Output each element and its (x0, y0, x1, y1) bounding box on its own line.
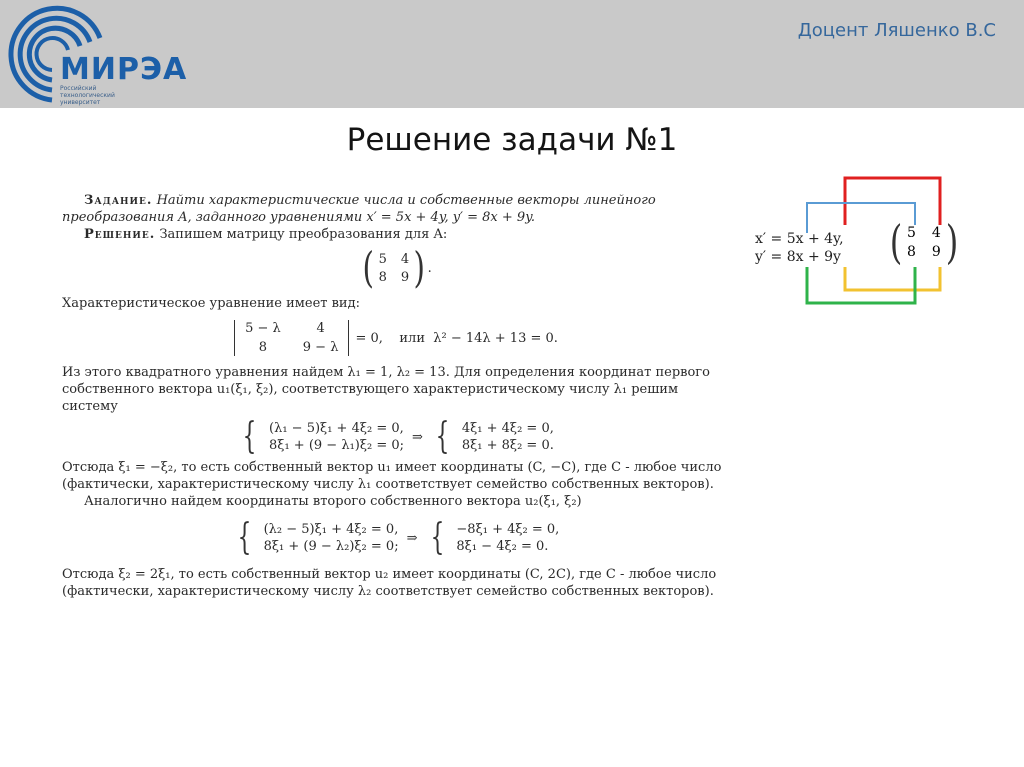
problem-text (62, 192, 730, 600)
yellow-link (845, 267, 940, 290)
result-2: Отсюда ξ₂ = 2ξ₁, то есть собственный вектор u₂ имеет координаты (C, 2C), где C - любое число (фактически, характеристическому числу λ₂ соответствует семейство собственных векторов). (62, 567, 717, 599)
system-1: { (λ₁ − 5)ξ₁ + 4ξ₂ = 0, 8ξ₁ + (9 − λ₁)ξ₂ = 0; ⇒ { 4ξ₁ + 4ξ₂ = 0, 8ξ₁ + 8ξ₂ = 0. (242, 416, 554, 457)
roots-paragraph: Из этого квадратного уравнения найдем λ₁ = 1, λ₂ = 13. Для определения координат первого собственного вектора u₁(ξ₁, ξ₂), соответствующего характеристическому числу λ₁ решим систему (62, 365, 710, 414)
slide-title: Решение задачи №1 (346, 122, 678, 158)
second-vector-intro: Аналогично найдем координаты второго собственного вектора u₂(ξ₁, ξ₂) (84, 494, 582, 509)
author-name: Доцент Ляшенко В.С (797, 20, 996, 41)
system-2: { (λ₂ − 5)ξ₁ + 4ξ₂ = 0, 8ξ₁ + (9 − λ₂)ξ₂ = 0; ⇒ { −8ξ₁ + 4ξ₂ = 0, 8ξ₁ − 4ξ₂ = 0. (237, 517, 560, 558)
characteristic-equation: 5 − λ 4 8 9 − λ = 0, или λ² − 14λ + 13 = 0. (62, 320, 730, 356)
solution-paragraph (62, 226, 730, 243)
logo-subtitle: Российский технологический университет (60, 85, 115, 106)
task-label: Задание. (84, 193, 153, 208)
logo-text: МИРЭА (60, 52, 188, 87)
header-band (0, 0, 1024, 108)
task-paragraph (62, 192, 730, 226)
green-link (807, 267, 915, 303)
solution-text: Запишем матрицу преобразования для A: (159, 227, 448, 242)
determinant: 5 − λ 4 8 9 − λ (234, 320, 349, 356)
mini-matrix: ( 5 4 8 9 ) (889, 215, 959, 269)
coefficient-mapping-diagram (755, 175, 970, 310)
matrix-a: ( 5 4 8 9 ) . (362, 243, 432, 292)
char-eq-intro: Характеристическое уравнение имеет вид: (62, 296, 360, 311)
mini-equations: x′ = 5x + 4y, y′ = 8x + 9y (755, 231, 844, 265)
mirea-logo (4, 4, 188, 108)
task-text: Найти характеристические числа и собственные векторы линейного преобразования A, заданного уравнениями x′ = 5x + 4y, y′ = 8x + 9y. (62, 193, 656, 225)
result-1: Отсюда ξ₁ = −ξ₂, то есть собственный вектор u₁ имеет координаты (C, −C), где C - любое число (фактически, характеристическому числу λ₁ соответствует семейство собственных векторов). (62, 460, 722, 492)
solution-label: Решение. (84, 227, 156, 242)
